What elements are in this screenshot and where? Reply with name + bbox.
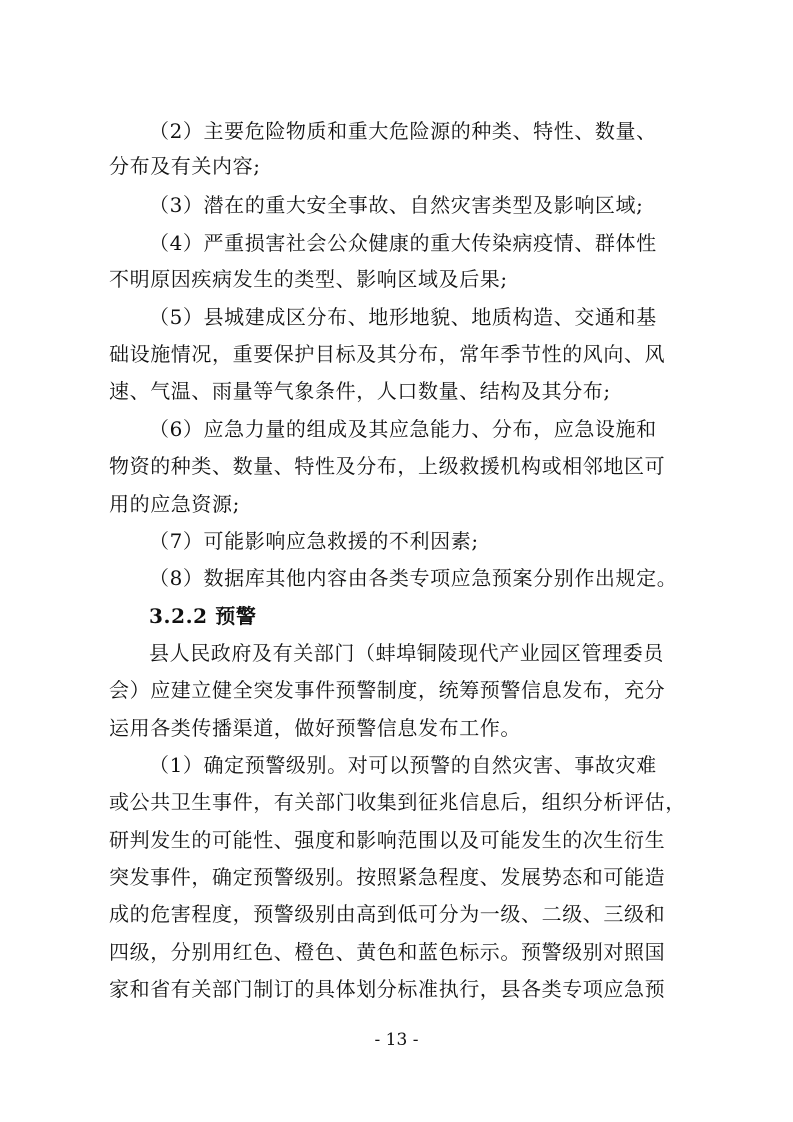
item-6-line-1: （6）应急力量的组成及其应急能力、分布，应急设施和 xyxy=(149,417,657,441)
paragraph-2-line-4: 突发事件，确定预警级别。按照紧急程度、发展势态和可能造 xyxy=(109,865,666,889)
paragraph-1-line-1: 县人民政府及有关部门（蚌埠铜陵现代产业园区管理委员 xyxy=(149,641,664,665)
paragraph-2-line-3: 研判发生的可能性、强度和影响范围以及可能发生的次生衍生 xyxy=(109,828,666,852)
item-8-line-1: （8）数据库其他内容由各类专项应急预案分别作出规定。 xyxy=(149,566,678,590)
item-5-line-1: （5）县城建成区分布、地形地貌、地质构造、交通和基 xyxy=(149,305,657,329)
paragraph-2-line-2: 或公共卫生事件，有关部门收集到征兆信息后，组织分析评估， xyxy=(109,790,686,814)
item-6-line-3: 用的应急资源; xyxy=(109,492,240,516)
paragraph-2-line-6: 四级，分别用红色、橙色、黄色和蓝色标示。预警级别对照国 xyxy=(109,940,666,964)
item-2-line-2: 分布及有关内容; xyxy=(109,154,261,178)
paragraph-2-line-5: 成的危害程度，预警级别由高到低可分为一级、二级、三级和 xyxy=(109,902,666,926)
item-2-line-1: （2）主要危险物质和重大危险源的种类、特性、数量、 xyxy=(149,119,657,143)
page-number: - 13 - xyxy=(374,1030,419,1050)
item-6-line-2: 物资的种类、数量、特性及分布，上级救援机构或相邻地区可 xyxy=(109,454,666,478)
item-4-line-1: （4）严重损害社会公众健康的重大传染病疫情、群体性 xyxy=(149,231,657,255)
paragraph-2-line-1: （1）确定预警级别。对可以预警的自然灾害、事故灾难 xyxy=(149,753,657,777)
item-4-line-2: 不明原因疾病发生的类型、影响区域及后果; xyxy=(109,267,508,291)
paragraph-1-line-2: 会）应建立健全突发事件预警制度，统筹预警信息发布，充分 xyxy=(109,678,666,702)
paragraph-2-line-7: 家和省有关部门制订的具体划分标准执行，县各类专项应急预 xyxy=(109,977,666,1001)
section-heading-3-2-2: 3.2.2 预警 xyxy=(149,604,257,628)
item-7-line-1: （7）可能影响应急救援的不利因素; xyxy=(149,529,479,553)
item-5-line-3: 速、气温、雨量等气象条件，人口数量、结构及其分布; xyxy=(109,379,611,403)
item-5-line-2: 础设施情况，重要保护目标及其分布，常年季节性的风向、风 xyxy=(109,342,666,366)
paragraph-1-line-3: 运用各类传播渠道，做好预警信息发布工作。 xyxy=(109,716,521,740)
item-3-line-1: （3）潜在的重大安全事故、自然灾害类型及影响区域; xyxy=(149,193,644,217)
